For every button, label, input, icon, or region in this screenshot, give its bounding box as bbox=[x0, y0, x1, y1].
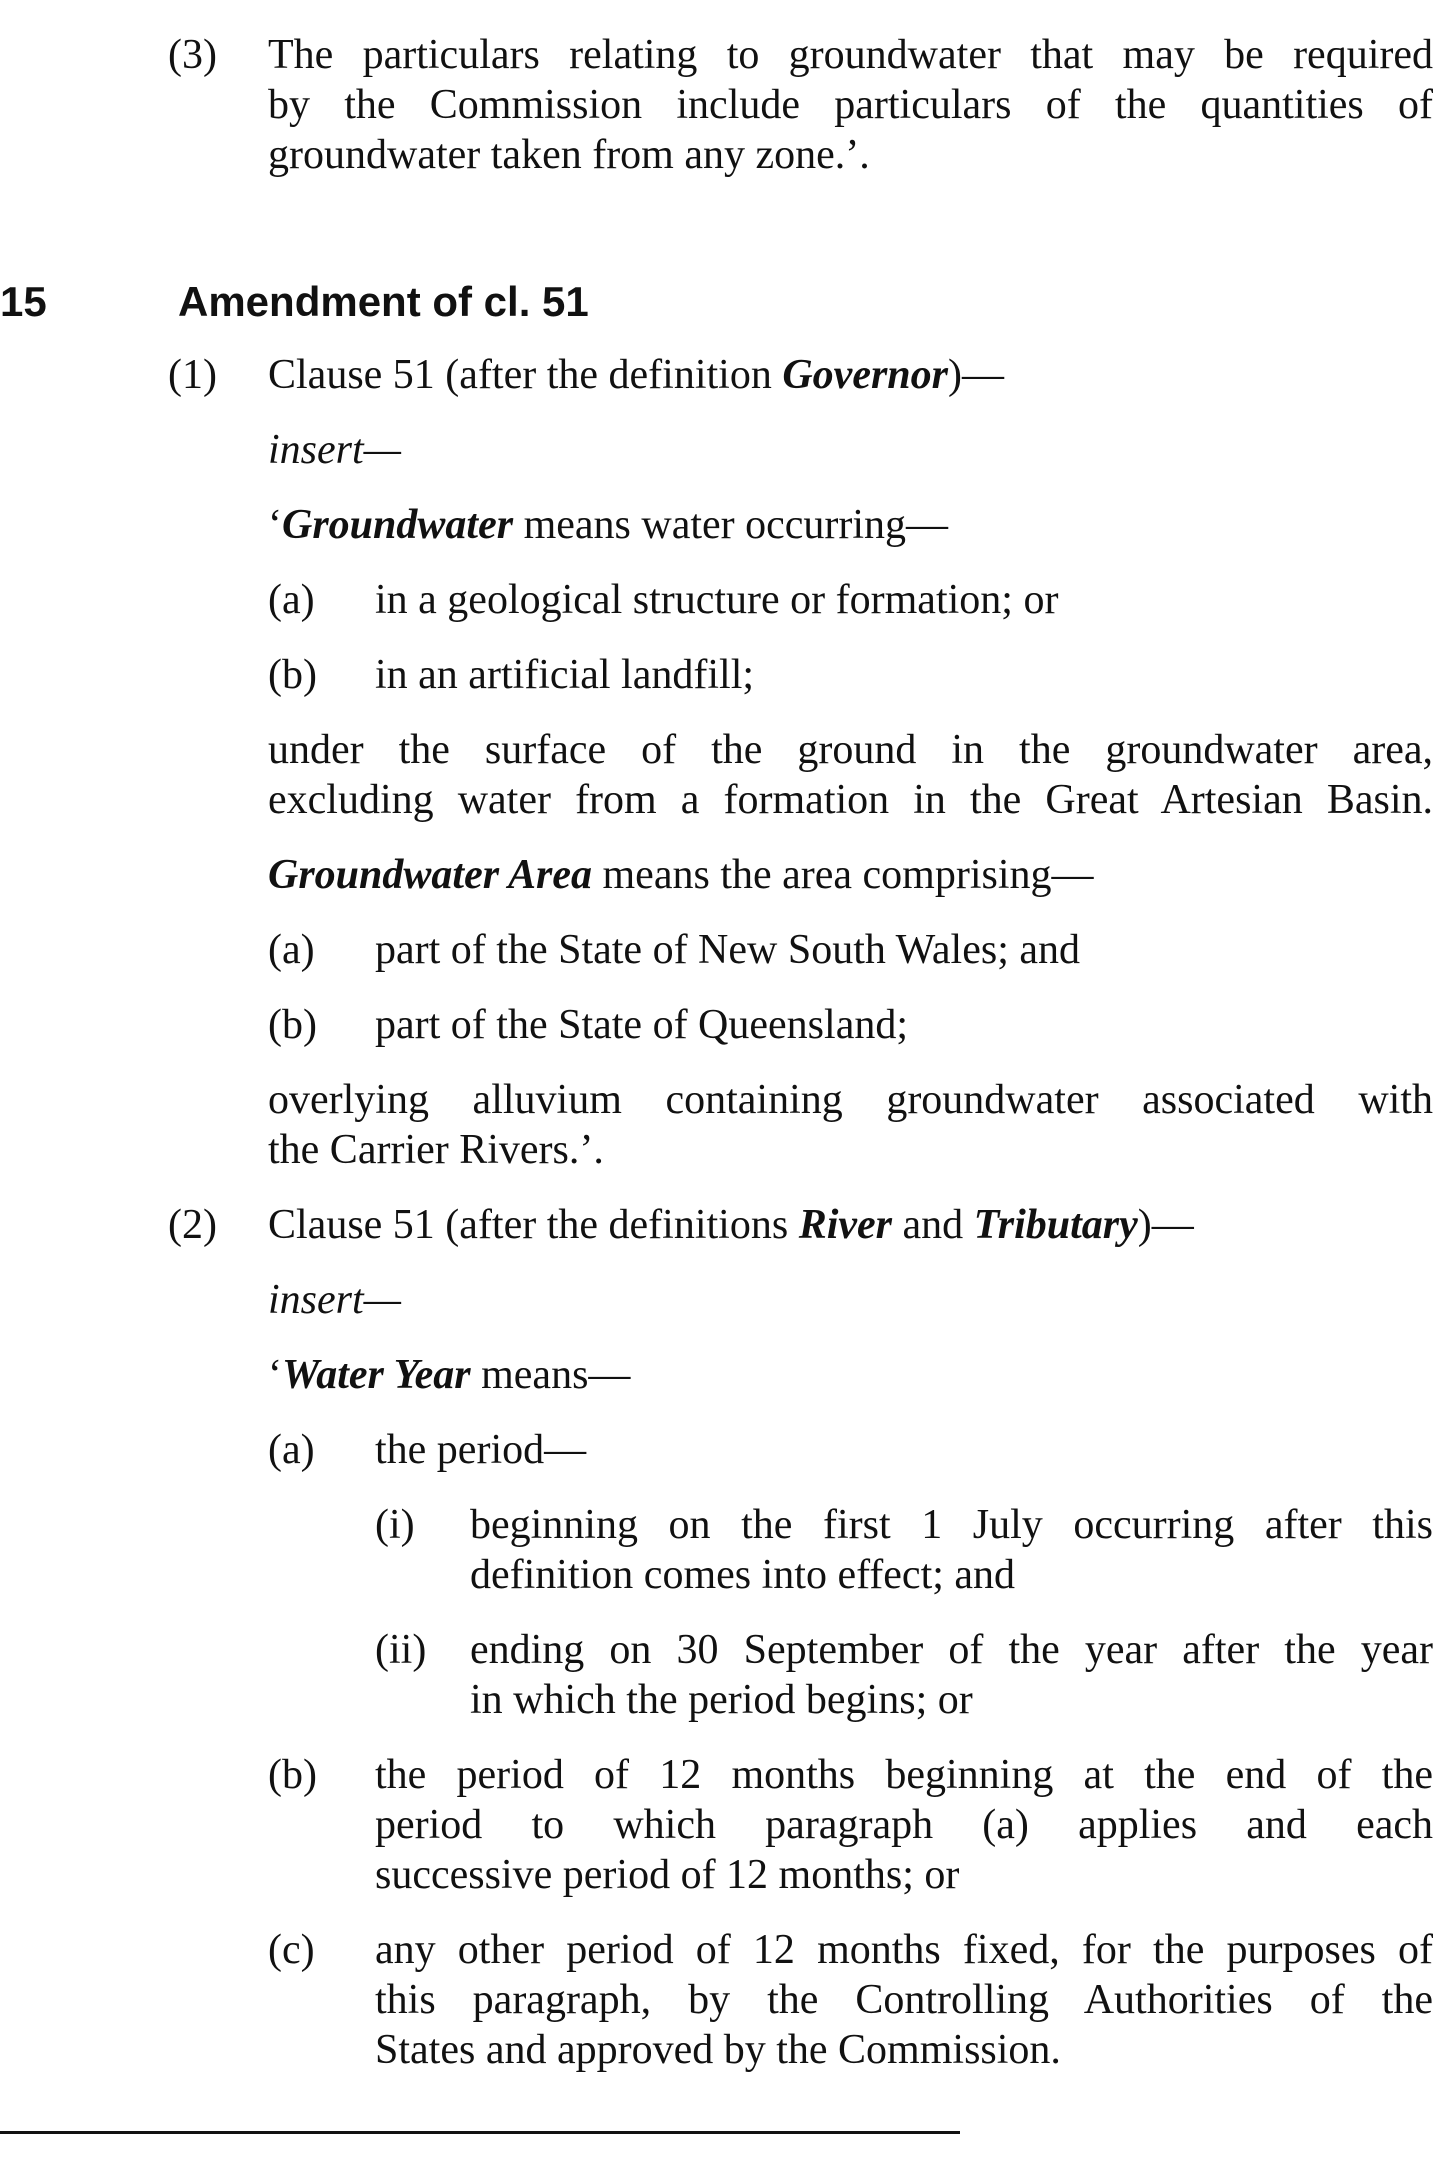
term-groundwater-area: Groundwater Area bbox=[268, 852, 593, 898]
water-year-para-c-line-1: any other period of 12 months fixed, for the purposes of bbox=[375, 1927, 1433, 1973]
water-year-para-c-number: (c) bbox=[268, 1927, 315, 1973]
subsection-3-line-3: groundwater taken from any zone.’. bbox=[268, 132, 870, 178]
subsection-2-insert: insert— bbox=[268, 1277, 402, 1323]
water-year-para-a-number: (a) bbox=[268, 1427, 315, 1473]
water-year-subpara-i-number: (i) bbox=[375, 1502, 415, 1548]
term-groundwater: Groundwater bbox=[282, 502, 514, 548]
subsection-3-line-1: The particulars relating to groundwater that may be required bbox=[268, 32, 1433, 78]
section-title: Amendment of cl. 51 bbox=[178, 278, 589, 325]
water-year-subpara-ii-number: (ii) bbox=[375, 1627, 427, 1673]
term-tributary: Tributary bbox=[973, 1202, 1138, 1248]
groundwater-tail-line-2: excluding water from a formation in the Great Artesian Basin. bbox=[268, 777, 1433, 823]
water-year-subpara-ii-line-1: ending on 30 September of the year after the year bbox=[470, 1627, 1433, 1673]
definition-water-year: ‘Water Year means— bbox=[268, 1352, 631, 1398]
water-year-subpara-i-line-2: definition comes into effect; and bbox=[470, 1552, 1016, 1598]
area-para-a-number: (a) bbox=[268, 927, 315, 973]
subsection-3-number: (3) bbox=[168, 32, 217, 78]
area-para-a-text: part of the State of New South Wales; and bbox=[375, 927, 1081, 973]
term-water-year: Water Year bbox=[282, 1352, 471, 1398]
subsection-1-number: (1) bbox=[168, 352, 217, 398]
groundwater-para-b-number: (b) bbox=[268, 652, 317, 698]
groundwater-para-a-number: (a) bbox=[268, 577, 315, 623]
groundwater-tail-line-1: under the surface of the ground in the groundwater area, bbox=[268, 727, 1433, 773]
water-year-para-b-line-1: the period of 12 months beginning at the end of the bbox=[375, 1752, 1433, 1798]
subsection-1-insert: insert— bbox=[268, 427, 402, 473]
subsection-1-text: Clause 51 (after the definition Governor)— bbox=[268, 352, 1005, 398]
area-tail-line-1: overlying alluvium containing groundwater associated with bbox=[268, 1077, 1433, 1123]
groundwater-para-a-text: in a geological structure or formation; or bbox=[375, 577, 1059, 623]
area-tail-line-2: the Carrier Rivers.’. bbox=[268, 1127, 604, 1173]
groundwater-para-b-text: in an artificial landfill; bbox=[375, 652, 755, 698]
subsection-2-text: Clause 51 (after the definitions River and Tributary)— bbox=[268, 1202, 1194, 1248]
definition-groundwater: ‘Groundwater means water occurring— bbox=[268, 502, 949, 548]
water-year-para-a-text: the period— bbox=[375, 1427, 587, 1473]
footer-rule bbox=[0, 2131, 960, 2134]
subsection-2-number: (2) bbox=[168, 1202, 217, 1248]
water-year-para-b-number: (b) bbox=[268, 1752, 317, 1798]
water-year-para-b-line-3: successive period of 12 months; or bbox=[375, 1852, 960, 1898]
term-governor: Governor bbox=[782, 352, 949, 398]
term-river: River bbox=[798, 1202, 892, 1248]
definition-groundwater-area: Groundwater Area means the area comprising— bbox=[268, 852, 1094, 898]
water-year-para-c-line-2: this paragraph, by the Controlling Authorities of the bbox=[375, 1977, 1433, 2023]
area-para-b-number: (b) bbox=[268, 1002, 317, 1048]
water-year-subpara-ii-line-2: in which the period begins; or bbox=[470, 1677, 973, 1723]
section-number: 15 bbox=[0, 278, 47, 325]
water-year-subpara-i-line-1: beginning on the first 1 July occurring after this bbox=[470, 1502, 1433, 1548]
area-para-b-text: part of the State of Queensland; bbox=[375, 1002, 908, 1048]
water-year-para-c-line-3: States and approved by the Commission. bbox=[375, 2027, 1061, 2073]
subsection-3-line-2: by the Commission include particulars of the quantities of bbox=[268, 82, 1433, 128]
water-year-para-b-line-2: period to which paragraph (a) applies and each bbox=[375, 1802, 1433, 1848]
